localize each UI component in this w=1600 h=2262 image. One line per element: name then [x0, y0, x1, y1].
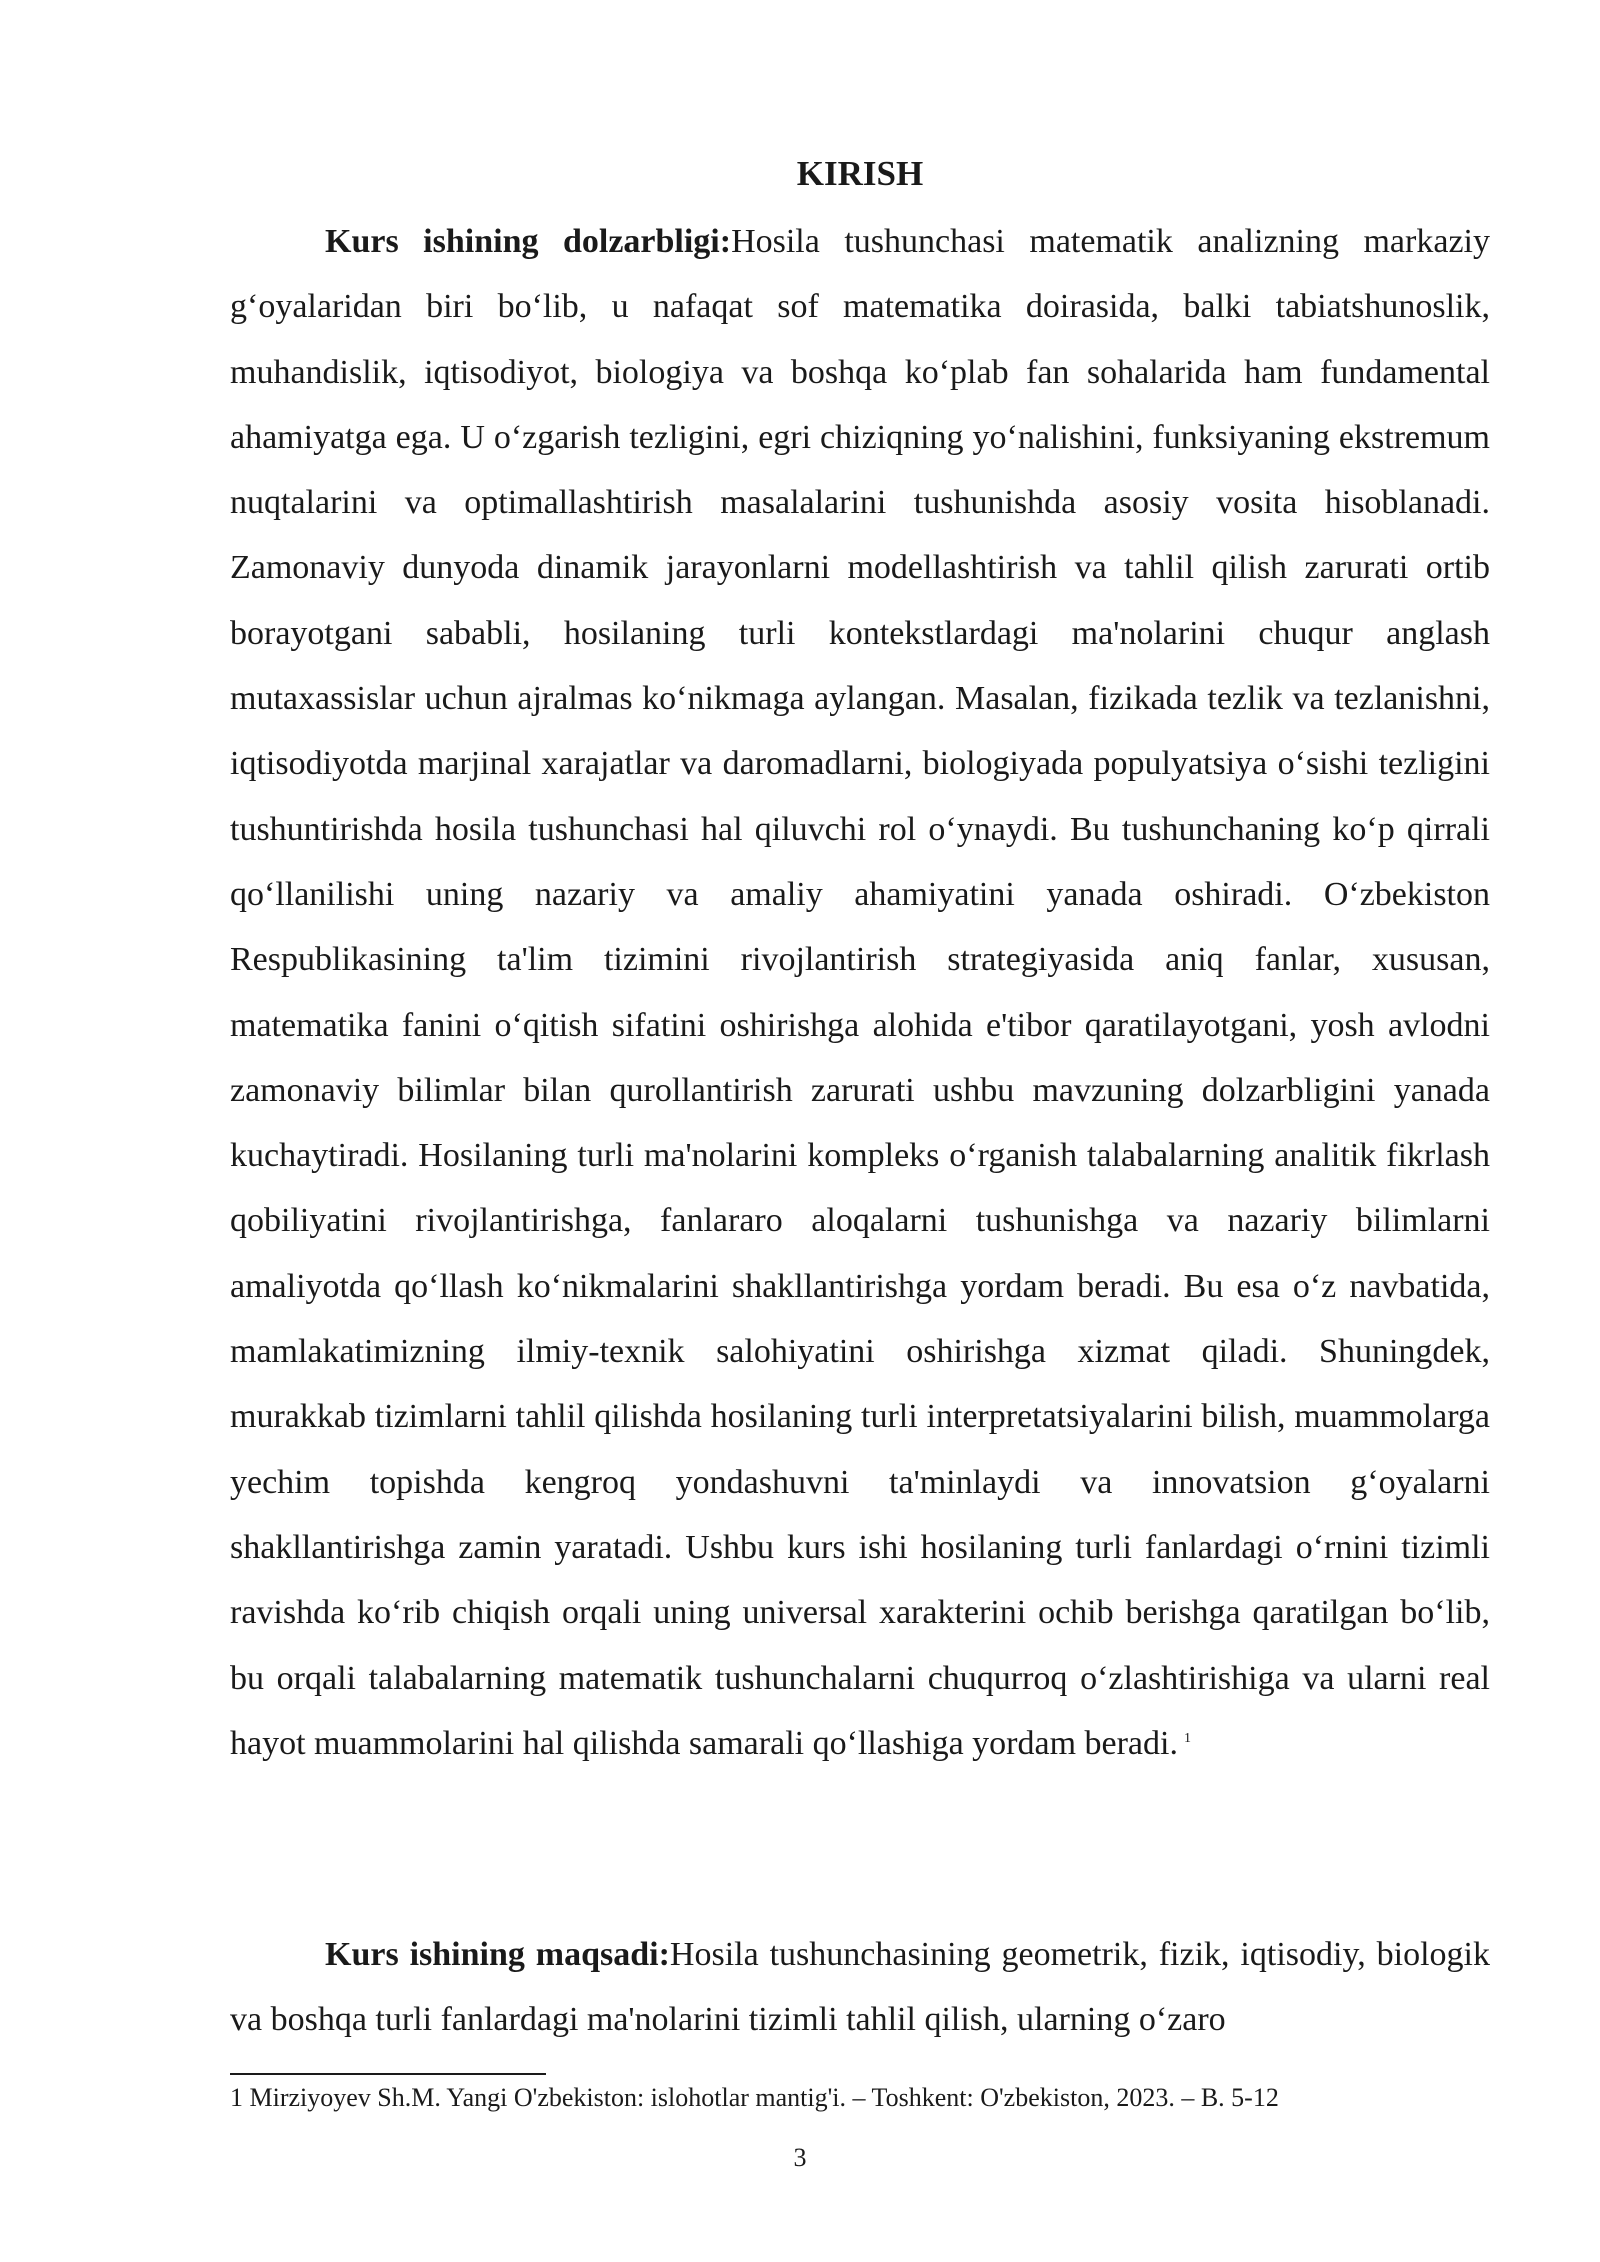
footnote-text: 1 Mirziyoyev Sh.M. Yangi O'zbekiston: islohotlar mantig'i. – Toshkent: O'zbekiston, 2023. – B. 5-12 — [230, 2083, 1279, 2112]
footnote-separator — [230, 2073, 546, 2075]
paragraph-lead-goal: Kurs ishining maqsadi: — [325, 1936, 670, 1973]
paragraph-lead-relevance: Kurs ishining dolzarbligi: — [325, 223, 732, 260]
footnote-reference[interactable]: 1 — [1183, 1730, 1191, 1746]
section-heading: KIRISH — [796, 154, 924, 193]
paragraph-text-relevance: Hosila tushunchasi matematik analizning markaziy g‘oyalaridan biri bo‘lib, u nafaqat sof matematika doirasida, balki tabiatshunoslik, muhandislik, iqtisodiyot, biologiya va boshqa ko‘plab fan sohalarida ham fundamental ahamiyatga ega. U o‘zgarish tezligini, egri chiziqning yo‘nalishini, funksiyaning ekstremum nuqtalarini va optimallashtirish masalalarini tushunishda asosiy vosita hisoblanadi. Zamonaviy dunyoda dinamik jarayonlarni modellashtirish va tahlil qilish zarurati ortib borayotgani sababli, hosilaning turli kontekstlardagi ma'nolarini chuqur anglash mutaxassislar uchun ajralmas ko‘nikmaga aylangan. Masalan, fizikada tezlik va tezlanishni, iqtisodiyotda marjinal xarajatlar va daromadlarni, biologiyada populyatsiya o‘sishi tezligini tushuntirishda hosila tushunchasi hal qiluvchi rol o‘ynaydi. Bu tushunchaning ko‘p qirrali qo‘llanilishi uning nazariy va amaliy ahamiyatini yanada oshiradi. O‘zbekiston Respublikasining ta'lim tizimini rivojlantirish strategiyasida aniq fanlar, xususan, matematika fanini o‘qitish sifatini oshirishga alohida e'tibor qaratilayotgani, yosh avlodni zamonaviy bilimlar bilan qurollantirish zarurati ushbu mavzuning dolzarbligini yanada kuchaytiradi. Hosilaning turli ma'nolarini kompleks o‘rganish talabalarning analitik fikrlash qobiliyatini rivojlantirishga, fanlararo aloqalarni tushunishga va nazariy bilimlarni amaliyotda qo‘llash ko‘nikmalarini shakllantirishga yordam beradi. Bu esa o‘z navbatida, mamlakatimizning ilmiy-texnik salohiyatini oshirishga xizmat qiladi. Shuningdek, murakkab tizimlarni tahlil qilishda hosilaning turli interpretatsiyalarini bilish, muammolarga yechim topishda kengroq yondashuvni ta'minlaydi va innovatsion g‘oyalarni shakllantirishga zamin yaratadi. Ushbu kurs ishi hosilaning turli fanlardagi o‘rnini tizimli ravishda ko‘rib chiqish orqali uning universal xarakterini ochib berishga qaratilgan bo‘lib, bu orqali talabalarning matematik tushunchalarni chuqurroq o‘zlashtirishiga va ularni real hayot muammolarini hal qilishda samarali qo‘llashiga yordam beradi. — [230, 223, 1490, 1762]
paragraph-relevance — [230, 209, 1490, 1776]
page-number: 3 — [793, 2143, 807, 2172]
paragraph-text-goal: Hosila tushunchasining geometrik, fizik, iqtisodiy, biologik va boshqa turli fanlardagi ma'nolarini tizimli tahlil qilish, ularning o‘zaro — [230, 1936, 1490, 2039]
paragraph-goal — [230, 1922, 1490, 2053]
